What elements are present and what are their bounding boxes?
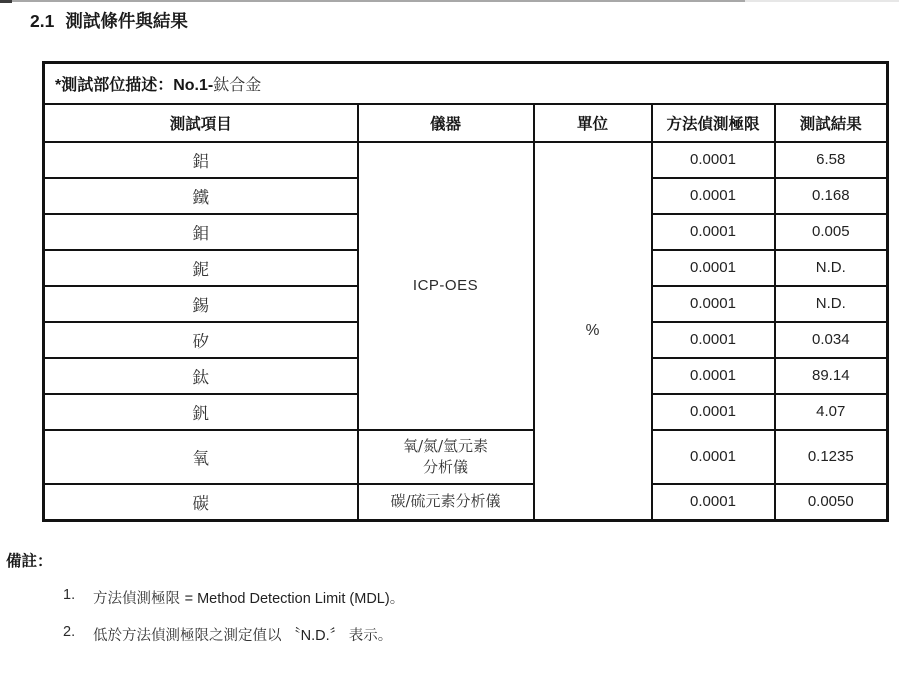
mdl-cell: 0.0001 [652, 394, 775, 430]
description-label-sample: 鈦合金 [213, 74, 262, 94]
result-cell: 0.034 [775, 322, 888, 358]
result-cell: 0.168 [775, 178, 888, 214]
result-cell: 0.005 [775, 214, 888, 250]
instrument-cell-icp-oes: ICP-OES [358, 142, 534, 430]
remark-item-2 [6, 624, 866, 645]
remark-2-number: 2. [63, 624, 76, 640]
remark-item-1 [6, 587, 866, 608]
item-cell: 錫 [44, 286, 358, 322]
instrument-onh-line2: 分析儀 [422, 457, 468, 476]
remark-2-nd: 〝N.D.〞 [286, 628, 345, 644]
instrument-onh-line1: 氧/氮/氫元素 [402, 436, 489, 455]
instrument-cell-onh-analyzer [358, 430, 534, 484]
header-unit: 單位 [534, 104, 652, 142]
mdl-cell: 0.0001 [652, 142, 775, 178]
remarks-section [6, 549, 866, 645]
remark-2-zh-a: 低於方法偵測極限之測定值以 [93, 628, 287, 644]
section-title-text: 測試條件與結果 [65, 11, 188, 31]
header-mdl: 方法偵測極限 [652, 104, 775, 142]
item-cell: 鉬 [44, 214, 358, 250]
item-cell: 鈮 [44, 250, 358, 286]
mdl-cell: 0.0001 [652, 430, 775, 484]
header-row [44, 104, 888, 142]
result-cell: 89.14 [775, 358, 888, 394]
mdl-cell: 0.0001 [652, 250, 775, 286]
result-cell: N.D. [775, 250, 888, 286]
description-row [44, 63, 888, 104]
mdl-cell: 0.0001 [652, 358, 775, 394]
test-part-description-cell [44, 63, 888, 104]
item-cell: 矽 [44, 322, 358, 358]
edge-strip-dark-corner [0, 0, 12, 3]
item-cell: 鐵 [44, 178, 358, 214]
mdl-cell: 0.0001 [652, 178, 775, 214]
result-cell: 0.1235 [775, 430, 888, 484]
edge-strip-main [12, 0, 745, 2]
mdl-cell: 0.0001 [652, 484, 775, 521]
mdl-cell: 0.0001 [652, 286, 775, 322]
remark-1-period: 。 [389, 591, 405, 607]
remark-1-en: = Method Detection Limit (MDL) [184, 591, 390, 607]
description-label-bold: *測試部位描述：No.1- [55, 76, 214, 94]
mdl-cell: 0.0001 [652, 322, 775, 358]
remark-1-text [93, 587, 404, 608]
remark-2-text [93, 624, 392, 645]
result-cell: 4.07 [775, 394, 888, 430]
table-row-oxygen [44, 430, 888, 484]
item-cell: 氧 [44, 430, 358, 484]
item-cell: 釩 [44, 394, 358, 430]
viewer-edge-strip [0, 0, 899, 3]
header-test-item: 測試項目 [44, 104, 358, 142]
table-row-carbon [44, 484, 888, 521]
result-cell: 6.58 [775, 142, 888, 178]
edge-strip-light [745, 0, 899, 2]
test-results-table [42, 61, 889, 522]
item-cell: 鋁 [44, 142, 358, 178]
remark-1-number: 1. [63, 587, 76, 603]
result-cell: 0.0050 [775, 484, 888, 521]
section-title [30, 8, 188, 33]
section-number: 2.1 [30, 11, 55, 31]
unit-cell: % [534, 142, 652, 521]
remark-2-zh-b: 表示。 [344, 628, 393, 644]
item-cell: 碳 [44, 484, 358, 521]
instrument-cell-cs-analyzer: 碳/硫元素分析儀 [358, 484, 534, 521]
header-instrument: 儀器 [358, 104, 534, 142]
table-row-aluminum [44, 142, 888, 178]
result-cell: N.D. [775, 286, 888, 322]
mdl-cell: 0.0001 [652, 214, 775, 250]
header-result: 測試結果 [775, 104, 888, 142]
remark-1-zh: 方法偵測極限 [93, 591, 185, 607]
item-cell: 鈦 [44, 358, 358, 394]
remarks-label: 備註： [6, 553, 53, 570]
